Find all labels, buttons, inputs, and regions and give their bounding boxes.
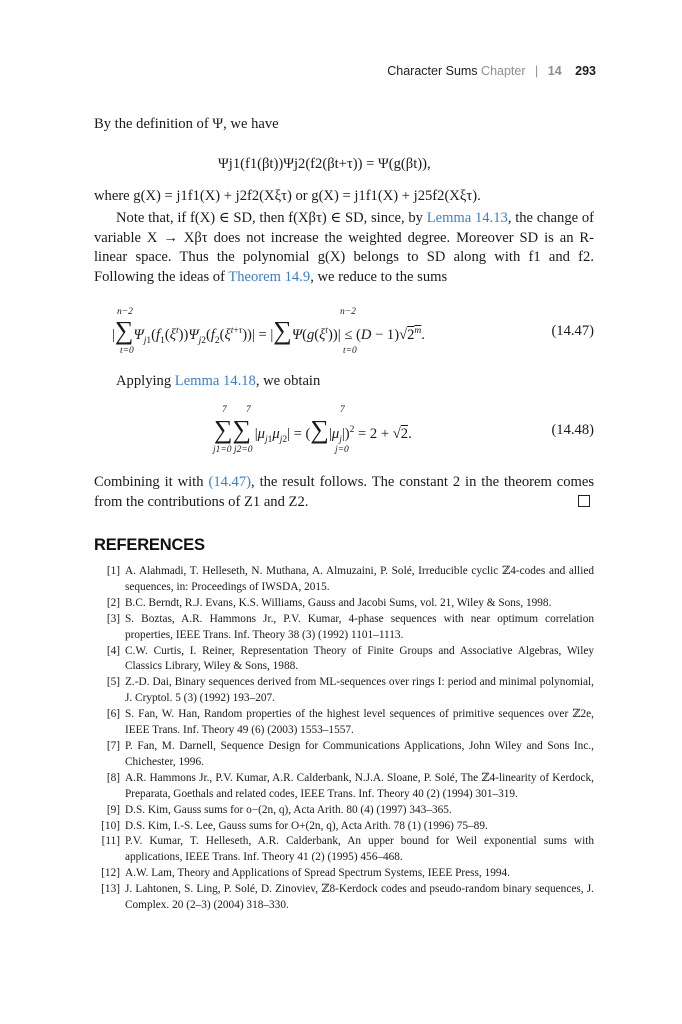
reference-text: A.R. Hammons Jr., P.V. Kumar, A.R. Calderbank, N.J.A. Sloane, P. Solé, The ℤ4-linearity of Kerdock, Preparata, Goethals and related codes, IEEE Trans. Inf. Theory 40 (2) (1994) 301–319. <box>125 771 594 800</box>
reference-text: P. Fan, M. Darnell, Sequence Design for Communications Applications, John Wiley and Sons Inc., Chichester, 1996. <box>125 739 594 768</box>
link-theorem-14-9[interactable]: Theorem 14.9 <box>228 268 311 285</box>
equation-psi-product <box>218 156 431 173</box>
sum-upper-limit-j2: 7 <box>246 405 251 415</box>
references-heading: REFERENCES <box>94 536 205 554</box>
reference-number: [9] <box>106 803 120 816</box>
page-number: 293 <box>575 64 596 78</box>
reference-number: [4] <box>106 644 120 657</box>
sum-upper-limit: n−2 <box>117 307 133 317</box>
sum-lower-limit-j: j=0 <box>335 445 349 455</box>
reference-item <box>94 564 594 596</box>
reference-number: [10] <box>101 819 120 832</box>
reference-item <box>94 596 594 612</box>
reference-number: [8] <box>106 771 120 784</box>
sum-upper-limit-2: n−2 <box>340 307 356 317</box>
reference-number: [13] <box>101 883 120 896</box>
reference-item <box>94 866 594 882</box>
reference-item <box>94 739 594 771</box>
paragraph-where-g <box>94 187 594 207</box>
running-header <box>387 64 596 78</box>
reference-item <box>94 644 594 676</box>
sum-lower-limit-2: t=0 <box>343 346 357 356</box>
equation-14-48-body: ∑∑ $|\mu_{j1}\mu_{j2}| = (\sum|\mu_j|)^2 = 2 + √2$. <box>214 415 412 445</box>
paragraph-note-text-b: , the change of variable X → Xβτ does not increase the weighted degree. Moreover SD is an R-linear space. Thus the polynomial g(X) belongs to SD along with f1 and f2. Following the ideas of <box>94 210 594 285</box>
sum-upper-limit-j: 7 <box>340 405 345 415</box>
reference-item <box>94 707 594 739</box>
reference-item <box>94 771 594 803</box>
reference-text: P.V. Kumar, T. Helleseth, A.R. Calderbank, An upper bound for Weil exponential sums with applications, IEEE Trans. Inf. Theory 41 (2) (1995) 456–468. <box>125 835 594 864</box>
references-list <box>94 564 594 914</box>
paragraph-combining-text-a: Combining it with <box>94 474 209 490</box>
reference-item <box>94 834 594 866</box>
reference-text: S. Fan, W. Han, Random properties of the highest level sequences of primitive sequences over ℤ2e, IEEE Trans. Inf. Theory 49 (6) (2003) 1553–1557. <box>125 708 594 737</box>
reference-text: Z.-D. Dai, Binary sequences derived from ML-sequences over rings I: period and minimal polynomial, J. Cryptol. 5 (3) (1992) 193–207. <box>125 676 594 705</box>
paragraph-note-text-a: Note that, if f(X) ∈ SD, then f(Xβτ) ∈ SD, since, by <box>116 210 427 226</box>
chapter-label: Chapter <box>481 64 526 78</box>
header-separator: | <box>535 64 539 78</box>
sum-upper-limit-j1: 7 <box>222 405 227 415</box>
paragraph-applying-text-b: , we obtain <box>255 373 321 389</box>
reference-number: [7] <box>106 739 120 752</box>
reference-text: S. Boztas, A.R. Hammons Jr., P.V. Kumar, 4-phase sequences with near optimum correlation properties, IEEE Trans. Inf. Theory 38 (3) (1992) 1101–1113. <box>125 612 594 641</box>
running-title: Character Sums <box>387 64 478 78</box>
equation-psi-product-text: Ψj1(f1(βt))Ψj2(f2(βt+τ)) = Ψ(g(βt)), <box>218 156 431 172</box>
paragraph-note <box>94 209 594 287</box>
qed-box-icon <box>578 495 590 507</box>
reference-number: [11] <box>101 835 120 848</box>
reference-number: [6] <box>106 708 120 721</box>
paragraph-applying-text-a: Applying <box>116 373 175 389</box>
reference-text: C.W. Curtis, I. Reiner, Representation Theory of Finite Groups and Associative Algebras, Wiley Classics Library, Wiley & Sons, 1988. <box>125 644 594 673</box>
chapter-number: 14 <box>547 64 562 78</box>
reference-text: B.C. Berndt, R.J. Evans, K.S. Williams, Gauss and Jacobi Sums, vol. 21, Wiley & Sons, 1998. <box>125 596 552 609</box>
reference-number: [1] <box>106 565 120 577</box>
sum-lower-limit-j1j2: j1=0 j2=0 <box>213 445 253 455</box>
reference-text: D.S. Kim, I.-S. Lee, Gauss sums for O+(2n, q), Acta Arith. 78 (1) (1996) 75–89. <box>125 819 488 832</box>
reference-item <box>94 882 594 914</box>
paragraph-combining-text-b: , the result follows. The constant 2 in the theorem comes from the contributions of Z1 and Z2. <box>94 474 594 510</box>
reference-number: [3] <box>106 612 120 625</box>
equation-number-14-48: (14.48) <box>551 422 594 438</box>
reference-item <box>94 803 594 819</box>
link-eq-14-47[interactable]: (14.47) <box>208 474 252 490</box>
reference-number: [2] <box>106 596 120 609</box>
paragraph-combining <box>94 473 594 512</box>
reference-text: J. Lahtonen, S. Ling, P. Solé, D. Zinoviev, ℤ8-Kerdock codes and pseudo-random binary sequences, J. Complex. 20 (2–3) (2004) 318–330. <box>125 883 594 912</box>
reference-text: D.S. Kim, Gauss sums for o−(2n, q), Acta Arith. 80 (4) (1997) 343–365. <box>125 803 452 816</box>
paragraph-definition: By the definition of Ψ, we have <box>94 116 279 132</box>
reference-item <box>94 819 594 835</box>
reference-number: [12] <box>101 867 120 880</box>
reference-item <box>94 675 594 707</box>
equation-14-47-body: $|\sum\Psi_{j1}(f_1(\xi^t))\Psi_{j2}(f_2(\xi^{t+\tau}))| = |\sum\Psi(g(\xi^t))| \le (D - 1)√2^m$. <box>112 316 425 346</box>
reference-text: A. Alahmadi, T. Helleseth, N. Muthana, A. Almuzaini, P. Solé, Irreducible cyclic ℤ4-codes and allied sequences, in: Proceedings of IWSDA, 2015. <box>125 565 594 593</box>
equation-number-14-47: (14.47) <box>551 323 594 339</box>
reference-text: A.W. Lam, Theory and Applications of Spread Spectrum Systems, IEEE Press, 1994. <box>125 867 510 880</box>
link-lemma-14-13[interactable]: Lemma 14.13 <box>426 210 508 226</box>
paragraph-note-text-c: , we reduce to the sums <box>310 268 448 285</box>
reference-item <box>94 612 594 644</box>
reference-number: [5] <box>106 676 120 689</box>
paragraph-applying <box>94 372 594 392</box>
link-lemma-14-18[interactable]: Lemma 14.18 <box>174 373 256 389</box>
paragraph-where-g-text: where g(X) = j1f1(X) + j2f2(Xξτ) or g(X) = j1f1(X) + j25f2(Xξτ). <box>94 188 481 204</box>
sum-lower-limit: t=0 <box>120 346 134 356</box>
